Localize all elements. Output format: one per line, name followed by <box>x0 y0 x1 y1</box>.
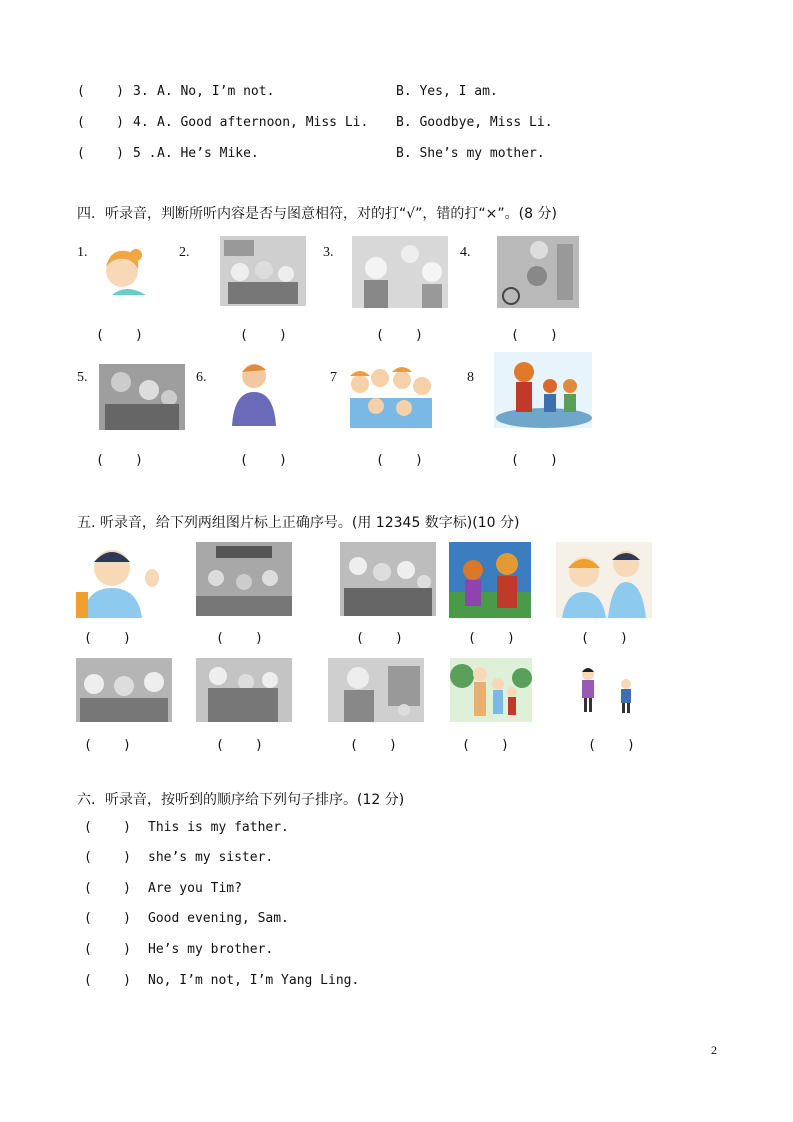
answer-paren: ( ) <box>77 84 124 99</box>
item-label: 7 <box>330 370 337 385</box>
answer-paren: ( ) <box>84 881 131 896</box>
item-label: 6. <box>196 370 207 385</box>
family-scene-picture <box>220 236 306 306</box>
answer-paren: ( ) <box>84 911 131 926</box>
answer-paren: ( ) <box>356 631 403 646</box>
answer-paren: ( ) <box>77 115 124 130</box>
boy-waving-picture <box>76 542 160 618</box>
teacher-picture <box>328 658 424 722</box>
answer-paren: ( ) <box>216 631 263 646</box>
answer-paren: ( ) <box>84 850 131 865</box>
section4-heading: 四．听录音，判断所听内容是否与图意相符，对的打“√”，错的打“×”。(8 分) <box>77 206 557 222</box>
answer-paren: ( ) <box>240 328 287 343</box>
answer-paren: ( ) <box>84 973 131 988</box>
sentence: she’s my sister. <box>148 850 274 865</box>
question-number: 5 . <box>133 146 157 161</box>
sentence: He’s my brother. <box>148 942 274 957</box>
answer-paren: ( ) <box>216 738 263 753</box>
cartoon-friends-picture <box>449 542 531 618</box>
option-b: B. Yes, I am. <box>396 84 498 99</box>
answer-paren: ( ) <box>84 631 131 646</box>
street-picture <box>497 236 579 308</box>
three-girls-picture <box>76 658 172 722</box>
item-label: 8 <box>467 370 474 385</box>
answer-paren: ( ) <box>511 328 558 343</box>
answer-paren: ( ) <box>581 631 628 646</box>
answer-paren: ( ) <box>376 453 423 468</box>
answer-paren: ( ) <box>77 146 124 161</box>
question-number: 4. <box>133 115 149 130</box>
item-label: 3. <box>323 245 334 260</box>
option-a: A. Good afternoon, Miss Li. <box>157 115 369 130</box>
sentence: Are you Tim? <box>148 881 242 896</box>
item-label: 5. <box>77 370 88 385</box>
answer-paren: ( ) <box>96 453 143 468</box>
girl-face-picture <box>96 243 158 299</box>
answer-paren: ( ) <box>84 942 131 957</box>
item-label: 4. <box>460 245 471 260</box>
cartoon-animals-picture <box>494 352 592 428</box>
boy-girl-picture <box>352 236 448 308</box>
answer-paren: ( ) <box>588 738 635 753</box>
sentence: This is my father. <box>148 820 289 835</box>
sentence: Good evening, Sam. <box>148 911 289 926</box>
answer-paren: ( ) <box>376 328 423 343</box>
family-walk-picture <box>196 658 292 722</box>
option-a: A. He’s Mike. <box>157 146 259 161</box>
two-kids-picture <box>576 664 638 718</box>
park-family-picture <box>450 658 532 722</box>
item-label: 2. <box>179 245 190 260</box>
family-room-picture <box>340 542 436 616</box>
boy-girl-greeting-picture <box>556 542 652 618</box>
children-group-picture <box>346 362 436 428</box>
page-number: 2 <box>711 1043 717 1057</box>
section5-heading: 五. 听录音，给下列两组图片标上正确序号。(用 12345 数字标)(10 分) <box>77 515 520 531</box>
option-a: A. No, I’m not. <box>157 84 275 99</box>
option-b: B. She’s my mother. <box>396 146 545 161</box>
question-number: 3. <box>133 84 149 99</box>
sentence: No, I’m not, I’m Yang Ling. <box>148 973 360 988</box>
section6-heading: 六．听录音，按听到的顺序给下列句子排序。(12 分) <box>77 792 405 808</box>
man-picture <box>226 358 280 426</box>
answer-paren: ( ) <box>84 738 131 753</box>
family-group-picture <box>99 364 185 430</box>
item-label: 1. <box>77 245 88 260</box>
answer-paren: ( ) <box>468 631 515 646</box>
answer-paren: ( ) <box>511 453 558 468</box>
answer-paren: ( ) <box>240 453 287 468</box>
answer-paren: ( ) <box>350 738 397 753</box>
answer-paren: ( ) <box>84 820 131 835</box>
cinema-scene-picture <box>196 542 292 616</box>
answer-paren: ( ) <box>462 738 509 753</box>
option-b: B. Goodbye, Miss Li. <box>396 115 553 130</box>
answer-paren: ( ) <box>96 328 143 343</box>
